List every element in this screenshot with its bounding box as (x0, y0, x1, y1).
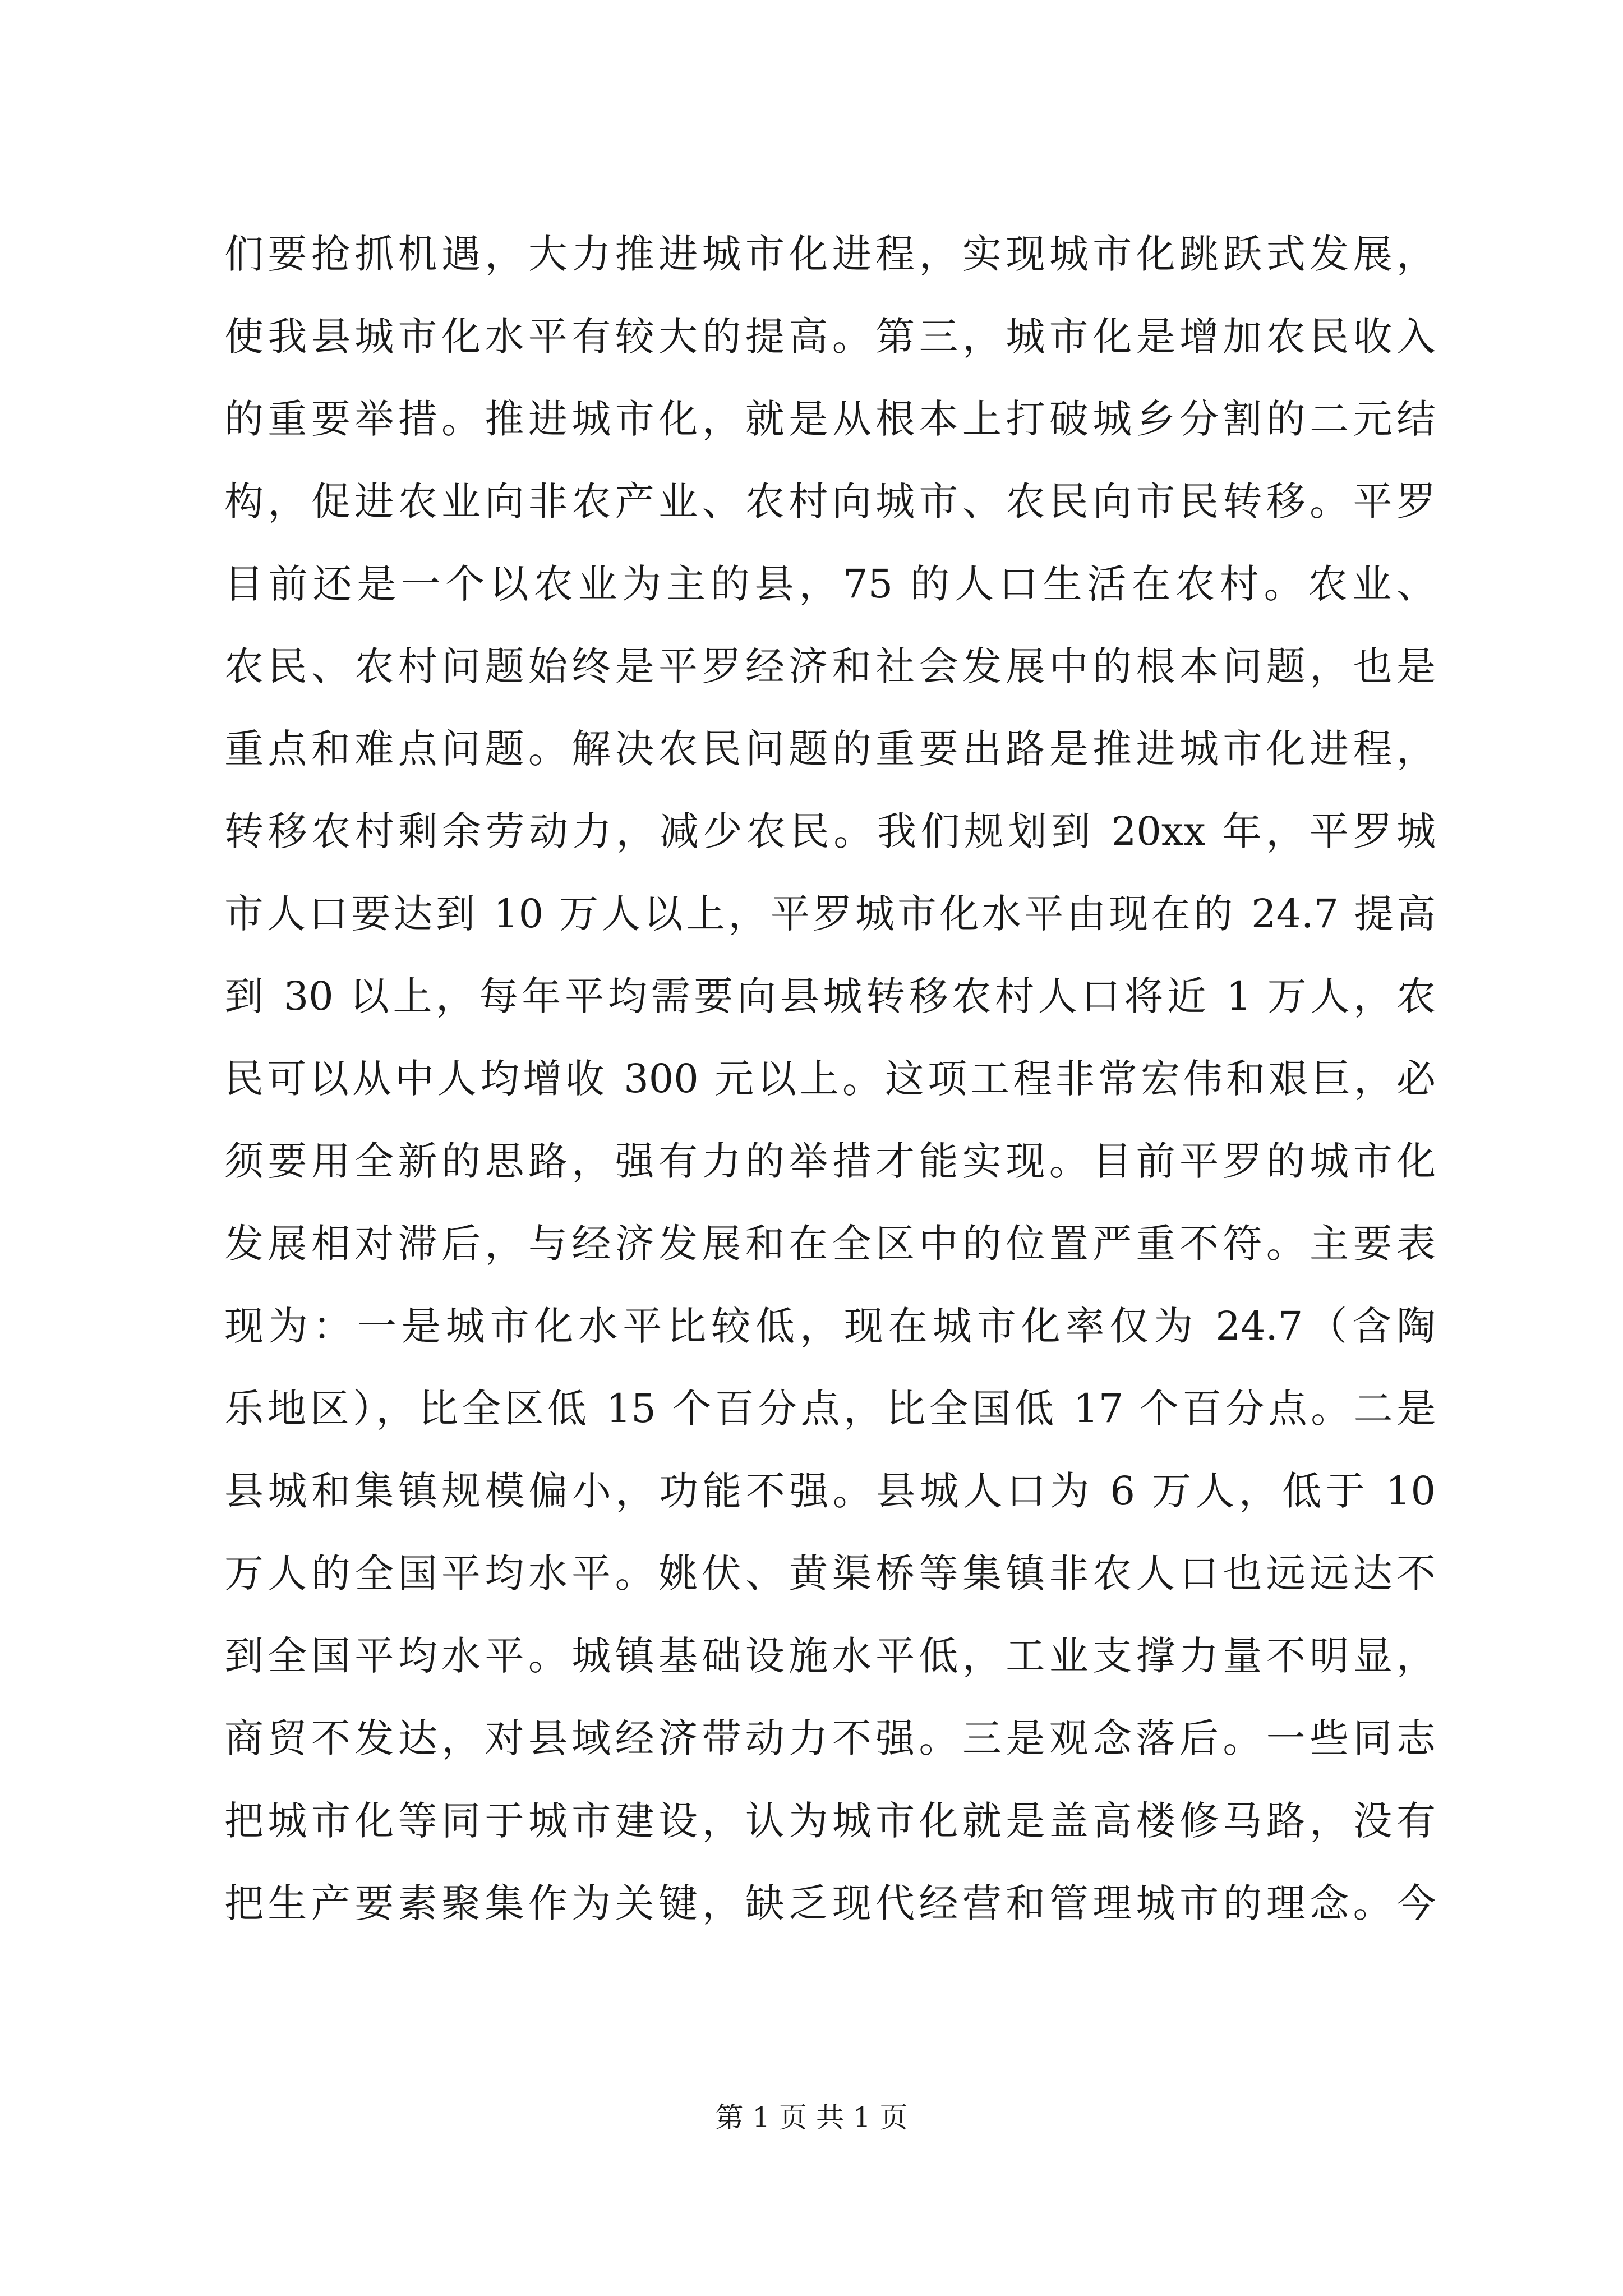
text-line: 重点和难点问题。解决农民问题的重要出路是推进城市化进程， (224, 726, 1436, 772)
page-footer (0, 2101, 1623, 2134)
text-line: 民可以从中人均增收 300 元以上。这项工程非常宏伟和艰巨，必 (224, 1056, 1436, 1102)
page-number: 第 1 页 共 1 页 (715, 2101, 908, 2134)
text-line: 构，促进农业向非农产业、农村向城市、农民向市民转移。平罗 (224, 478, 1436, 524)
text-line: 使我县城市化水平有较大的提高。第三，城市化是增加农民收入 (224, 314, 1436, 360)
text-line: 们要抢抓机遇，大力推进城市化进程，实现城市化跳跃式发展， (224, 231, 1436, 277)
text-line: 转移农村剩余劳动力，减少农民。我们规划到 20xx 年，平罗城 (224, 808, 1436, 854)
text-line: 到全国平均水平。城镇基础设施水平低，工业支撑力量不明显， (224, 1633, 1436, 1679)
text-line: 的重要举措。推进城市化，就是从根本上打破城乡分割的二元结 (224, 396, 1436, 442)
text-line: 把生产要素聚集作为关键，缺乏现代经营和管理城市的理念。今 (224, 1880, 1436, 1926)
text-line: 发展相对滞后，与经济发展和在全区中的位置严重不符。主要表 (224, 1221, 1436, 1267)
text-line: 商贸不发达，对县域经济带动力不强。三是观念落后。一些同志 (224, 1715, 1436, 1761)
text-line: 市人口要达到 10 万人以上，平罗城市化水平由现在的 24.7 提高 (224, 891, 1436, 937)
text-line: 目前还是一个以农业为主的县，75 的人口生活在农村。农业、 (224, 561, 1436, 607)
text-line: 农民、农村问题始终是平罗经济和社会发展中的根本问题，也是 (224, 643, 1436, 689)
text-line: 到 30 以上，每年平均需要向县城转移农村人口将近 1 万人，农 (224, 973, 1436, 1019)
text-line: 把城市化等同于城市建设，认为城市化就是盖高楼修马路，没有 (224, 1798, 1436, 1844)
text-line: 现为：一是城市化水平比较低，现在城市化率仅为 24.7（含陶 (224, 1303, 1436, 1349)
text-line: 县城和集镇规模偏小，功能不强。县城人口为 6 万人，低于 10 (224, 1468, 1436, 1514)
text-line: 乐地区），比全区低 15 个百分点，比全国低 17 个百分点。二是 (224, 1386, 1436, 1432)
text-line: 须要用全新的思路，强有力的举措才能实现。目前平罗的城市化 (224, 1138, 1436, 1184)
text-line: 万人的全国平均水平。姚伏、黄渠桥等集镇非农人口也远远达不 (224, 1550, 1436, 1596)
body-text (224, 213, 1436, 1945)
